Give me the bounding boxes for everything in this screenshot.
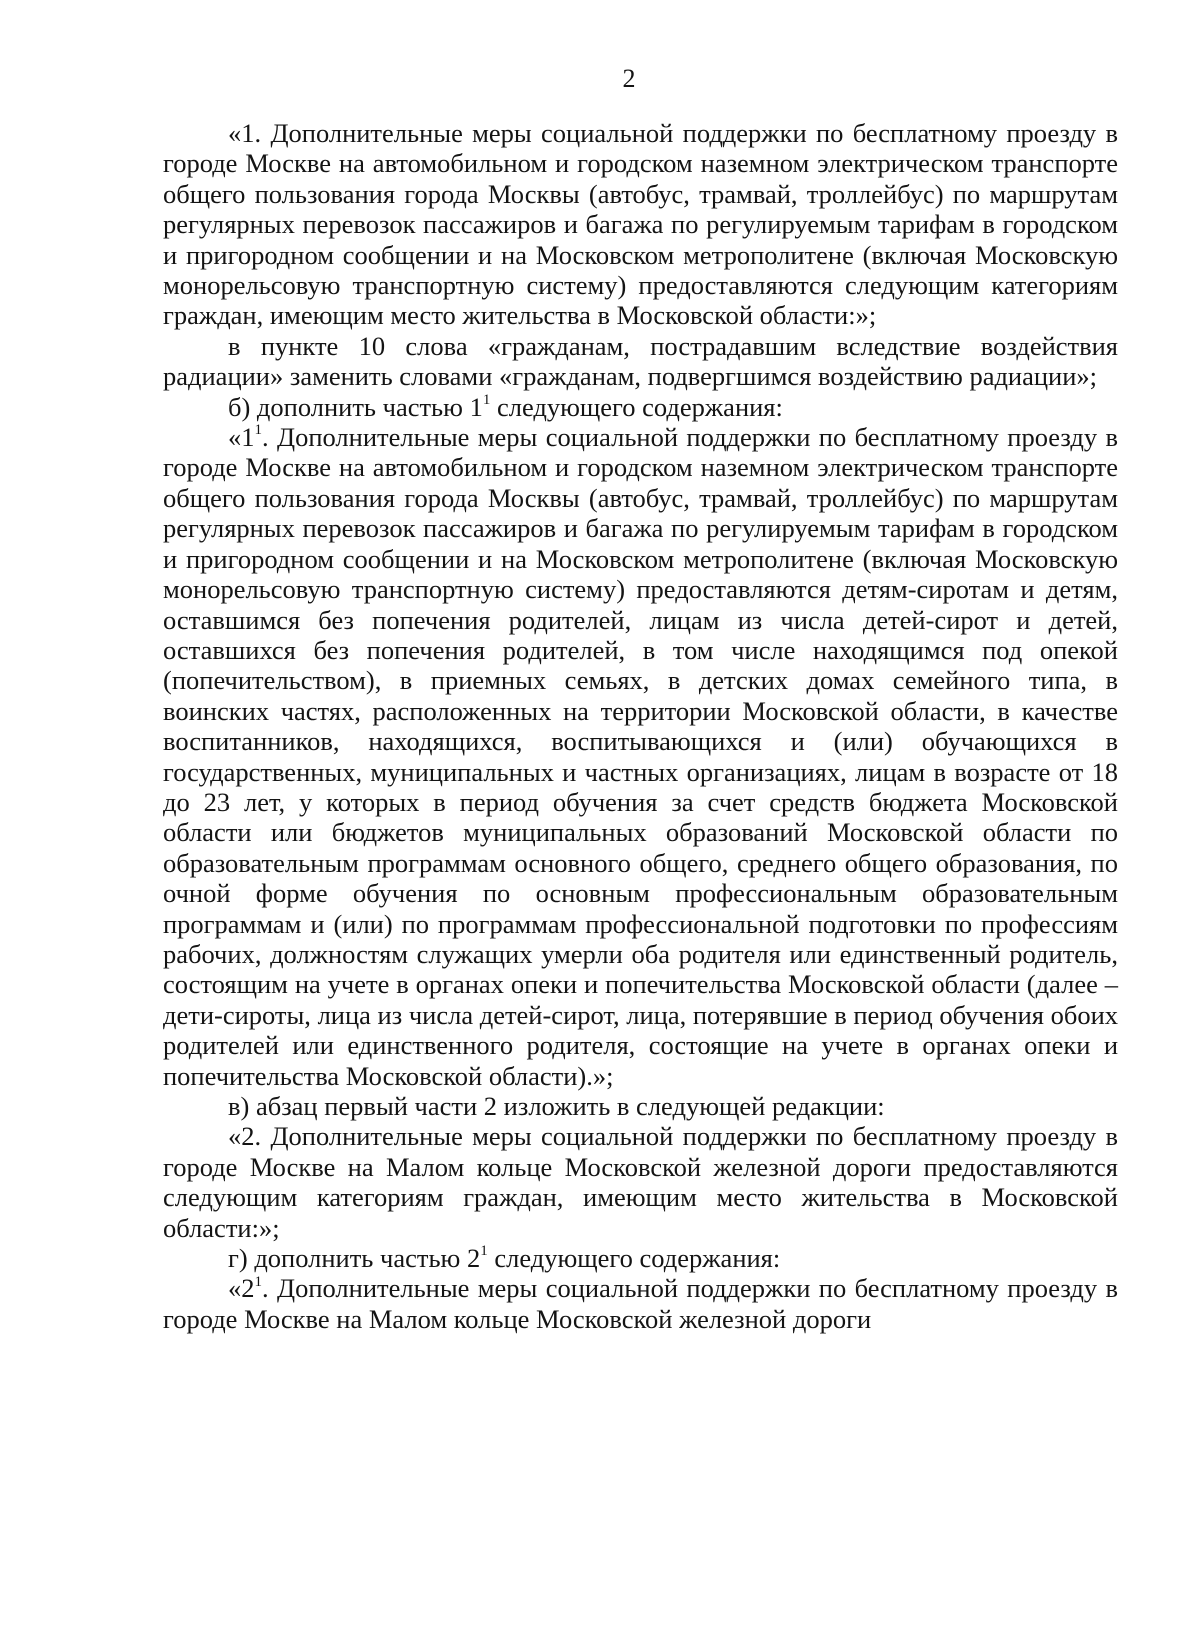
paragraph-text: в) абзац первый части 2 изложить в следующей редакции:: [228, 1091, 885, 1121]
paragraph-text: в пункте 10 слова «гражданам, пострадавшим вследствие воздействия радиации» заменить словами «гражданам, подвергшимся воздействию радиации»;: [163, 330, 1118, 392]
superscript: 1: [254, 1273, 262, 1290]
paragraph-text: «2: [228, 1273, 255, 1304]
paragraph-part-2-1-text: [163, 1273, 1118, 1334]
paragraph-text: . Дополнительные меры социальной поддержки по бесплатному проезду в городе Москве на Малом кольце Московской железной дороги: [163, 1273, 1118, 1334]
paragraph-text: «2. Дополнительные меры социальной поддержки по бесплатному проезду в городе Москве на Малом кольце Московской железной дороги предоставляются следующим категориям граждан, имеющим место жительства в Московской области:»;: [163, 1121, 1118, 1243]
paragraph-part-2-text: [163, 1121, 1118, 1243]
paragraph-text: следующего содержания:: [487, 1243, 781, 1274]
paragraph-add-part-2-1: [163, 1243, 1118, 1273]
paragraph-text: б) дополнить частью 1: [228, 391, 483, 422]
paragraph-add-part-1-1: [163, 392, 1118, 422]
paragraph-text: . Дополнительные меры социальной поддержки по бесплатному проезду в городе Москве на автомобильном и городском наземном электрическом транспорте общего пользования города Москвы (автобус, трамвай, троллейбус) по маршрутам регулярных перевозок пассажиров и багажа по регулируемым тарифам в городском и пригородном сообщении и на Московском метрополитене (включая Московскую монорельсовую транспортную систему) предоставляются детям-сиротам и детям, оставшимся без попечения родителей, лицам из числа детей-сирот и детей, оставшихся без попечения родителей, в том числе находящимся под опекой (попечительством), в приемных семьях, в детских домах семейного типа, в воинских частях, расположенных на территории Московской области, в качестве воспитанников, находящихся, воспитывающихся и (или) обучающихся в государственных, муниципальных и частных организациях, лицам в возрасте от 18 до 23 лет, у которых в период обучения за счет средств бюджета Московской области или бюджетов муниципальных образований Московской области по образовательным программам основного общего, среднего общего образования, по очной форме обучения по основным профессиональным образовательным программам и (или) по программам профессиональной подготовки по профессиям рабочих, должностям служащих умерли оба родителя или единственный родитель, состоящим на учете в органах опеки и попечительства Московской области (далее – дети-сироты, лица из числа детей-сирот, лица, потерявшие в период обучения обоих родителей или единственного родителя, состоящие на учете в органах опеки и попечительства Московской области).»;: [163, 422, 1118, 1091]
paragraph-text: «1. Дополнительные меры социальной поддержки по бесплатному проезду в городе Москве на автомобильном и городском наземном электрическом транспорте общего пользования города Москвы (автобус, трамвай, троллейбус) по маршрутам регулярных перевозок пассажиров и багажа по регулируемым тарифам в городском и пригородном сообщении и на Московском метрополитене (включая Московскую монорельсовую транспортную систему) предоставляются следующим категориям граждан, имеющим место жительства в Московской области:»;: [163, 118, 1118, 331]
superscript: 1: [480, 1243, 488, 1260]
paragraph-item-10-change: [163, 331, 1118, 392]
paragraph-text: «1: [228, 422, 255, 453]
paragraph-amendment-part-1-text: [163, 118, 1118, 331]
paragraph-text: г) дополнить частью 2: [228, 1243, 481, 1274]
page-number: 2: [622, 64, 636, 93]
paragraph-part-2-change: [163, 1091, 1118, 1121]
superscript: 1: [482, 391, 491, 408]
paragraph-text: следующего содержания:: [490, 391, 783, 422]
paragraph-part-1-1-text: [163, 422, 1118, 1091]
document-body: [163, 118, 1118, 1334]
superscript: 1: [254, 422, 262, 439]
